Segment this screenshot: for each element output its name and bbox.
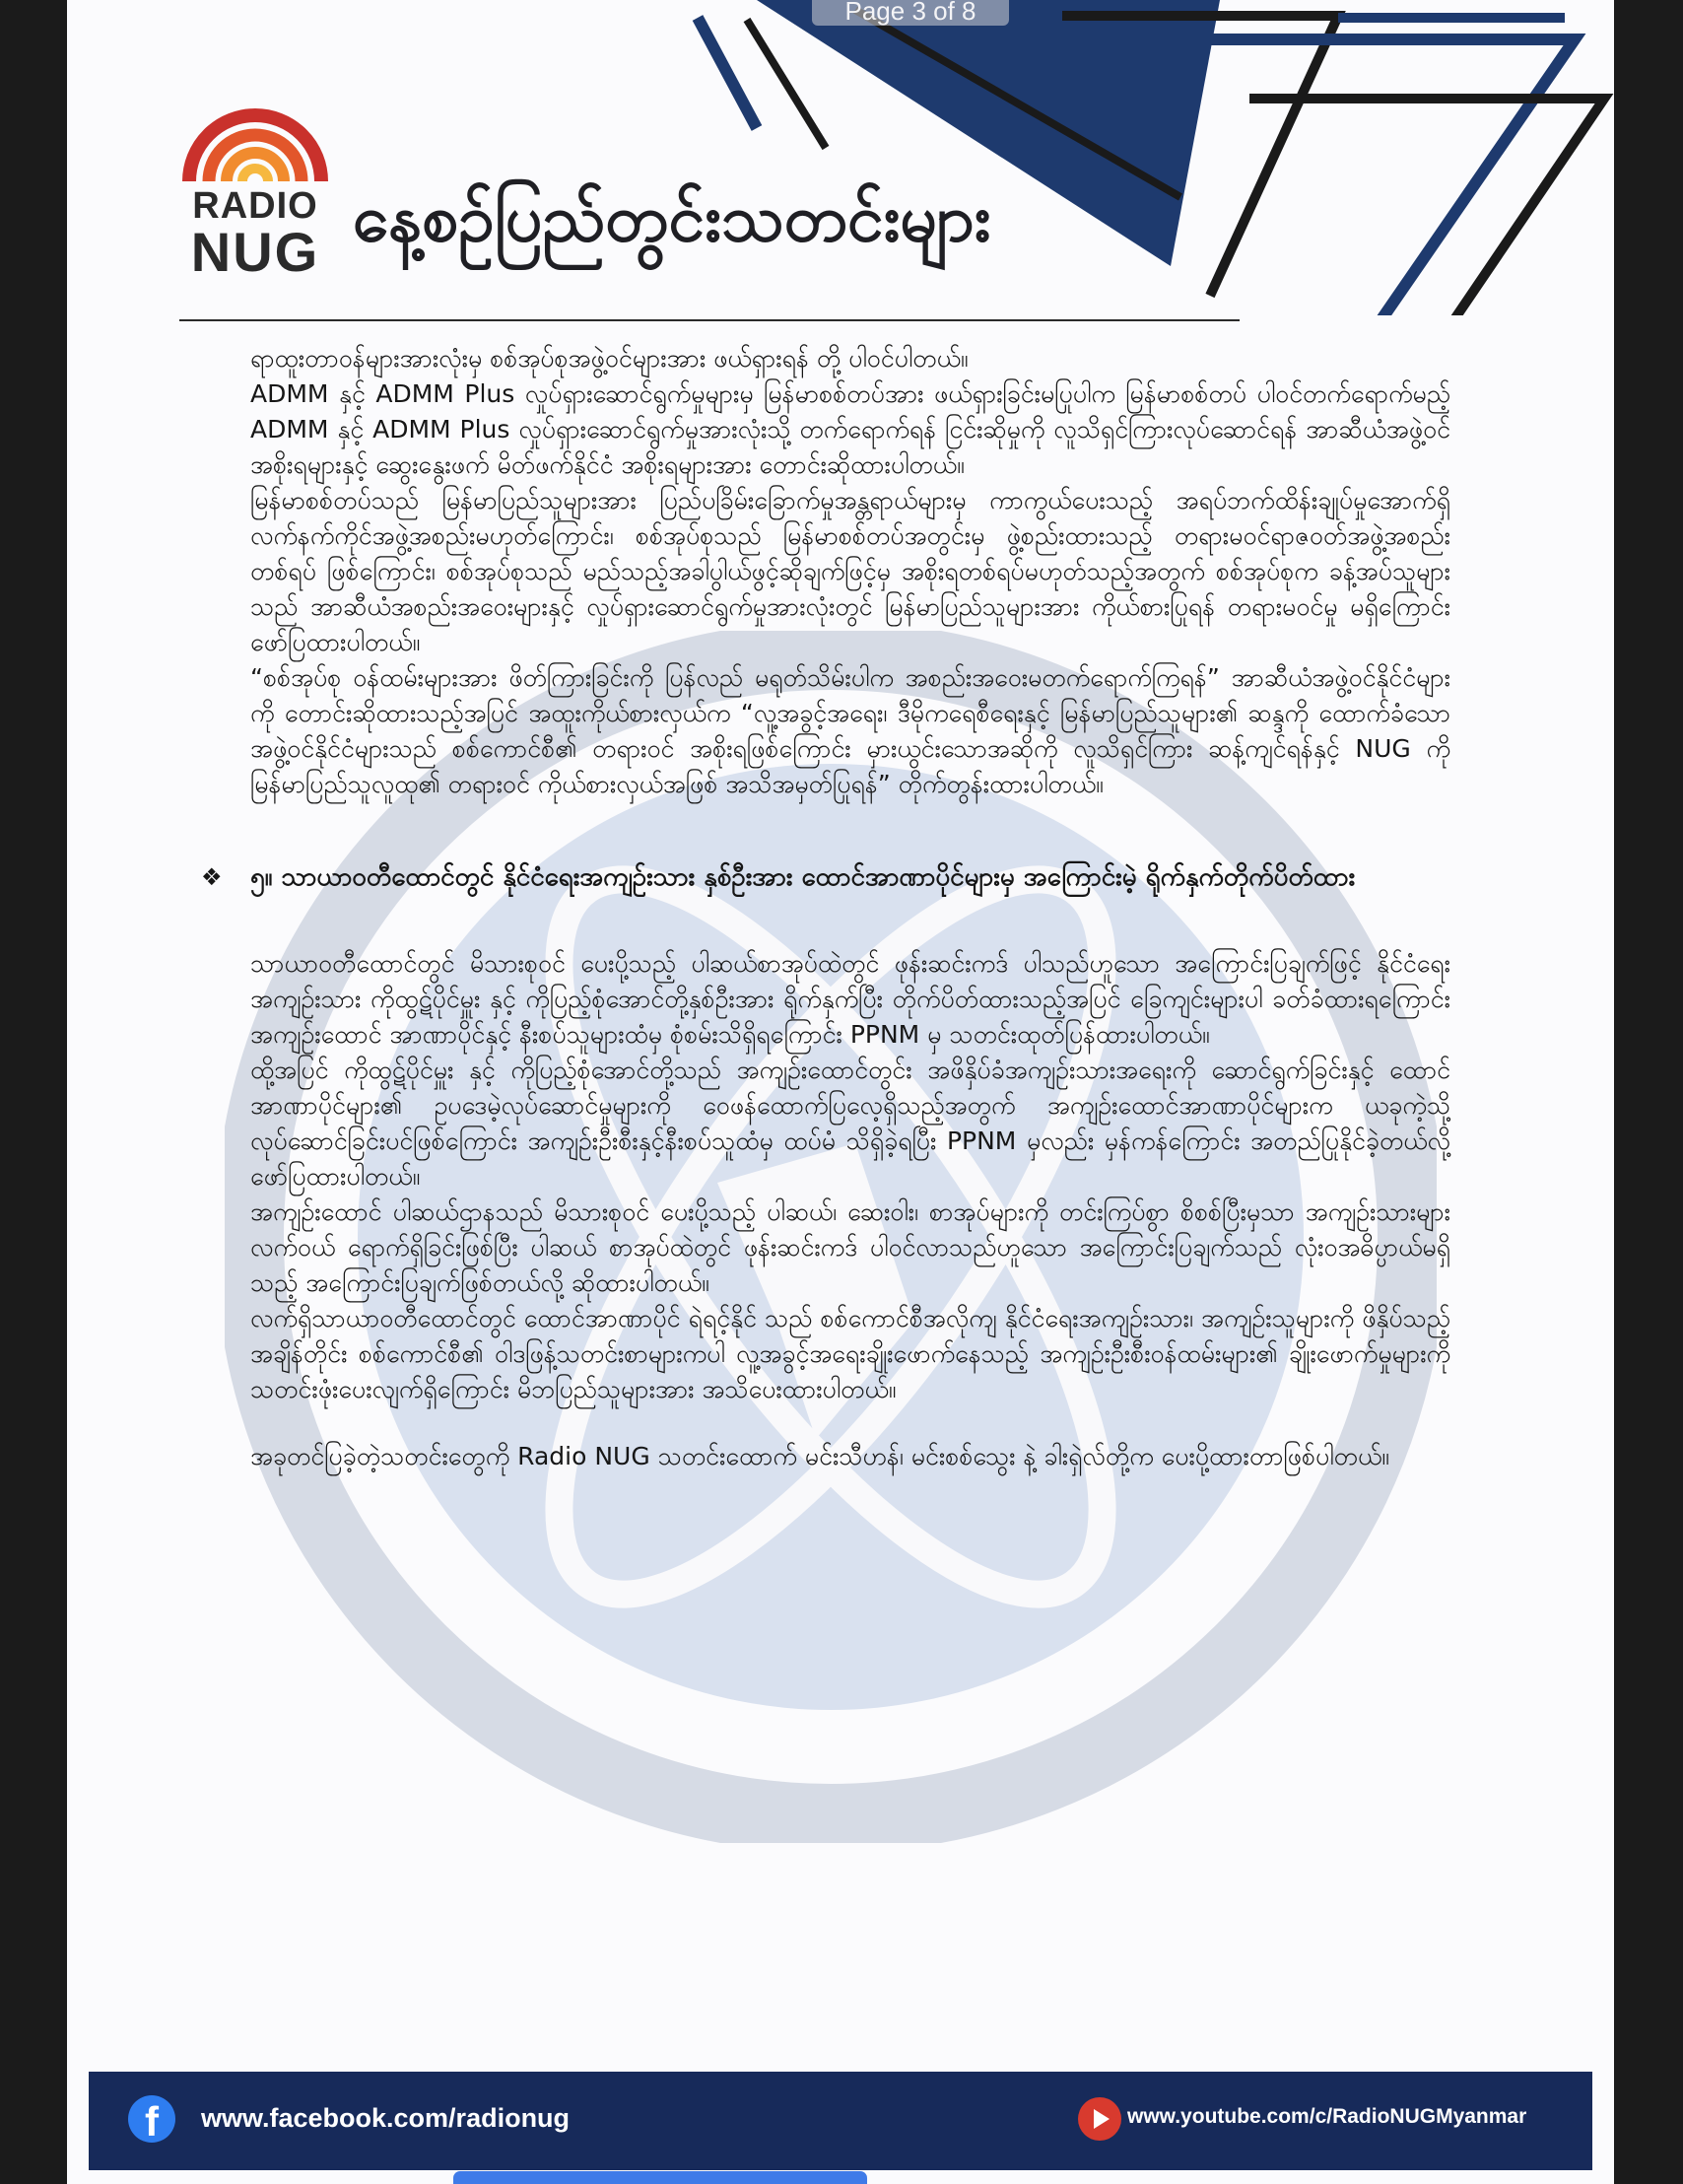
logo-nug-text: NUG (190, 221, 320, 283)
decor-line-5 (1171, 39, 1575, 315)
paragraph: အကျဉ်းထောင် ပါဆယ်ဌာနသည် မိသားစုဝင် ပေးပို့သည့် ပါဆယ်၊ ဆေးဝါး၊ စာအုပ်များကို တင်းကြပ်စွာ စိစစ်ပြီးမှသာ အကျဉ်းသားများလက်ဝယ် ရောက်ရှိခြင်းဖြစ်ပြီး ပါဆယ် စာအုပ်ထဲတွင် ဖုန်းဆင်းကဒ် ပါဝင်လာသည်ဟူသော အကြောင်းပြချက်သည် လုံးဝအဓိပ္ပာယ်မရှိသည့် အကြောင်းပြချက်ဖြစ်တယ်လို့ ဆိုထားပါတယ်။ (250, 1197, 1450, 1297)
paragraph: သာယာဝတီထောင်တွင် မိသားစုဝင် ပေးပို့သည့် ပါဆယ်စာအုပ်ထဲတွင် ဖုန်းဆင်းကဒ် ပါသည်ဟူသော အကြောင်းပြချက်ဖြင့် နိုင်ငံရေးအကျဉ်းသား ကိုထွဋ်ပိုင်မှူး နှင့် ကိုပြည့်စုံအောင်တို့နှစ်ဦးအား ရိုက်နှက်ပြီး တိုက်ပိတ်ထားသည့်အပြင် ခြေကျင်းများပါ ခတ်ခံထားရကြောင်း အကျဉ်းထောင် အာဏာပိုင်နှင့် နီးစပ်သူများထံမှ စုံစမ်းသိရှိရကြောင်း PPNM မှ သတင်းထုတ်ပြန်ထားပါတယ်။ (250, 949, 1450, 1049)
masthead-title: နေ့စဉ်ပြည်တွင်းသတင်းများ (353, 180, 991, 256)
paragraph: ADMM နှင့် ADMM Plus လှုပ်ရှားဆောင်ရွက်မှုများမှ မြန်မာစစ်တပ်အား ဖယ်ရှားခြင်းမပြုပါက မြန်မာစစ်တပ် ပါဝင်တက်ရောက်မည့် ADMM နှင့် ADMM Plus လှုပ်ရှားဆောင်ရွက်မှုအားလုံးသို့ တက်ရောက်ရန် ငြင်းဆိုမှုကို လူသိရှင်ကြားလုပ်ဆောင်ရန် အာဆီယံအဖွဲ့ဝင် အစိုးရများနှင့် ဆွေးနွေးဖက် မိတ်ဖက်နိုင်ငံ အစိုးရများအား တောင်းဆိုထားပါတယ်။ (250, 379, 1450, 479)
credits-paragraph: အခုတင်ပြခဲ့တဲ့သတင်းတွေကို Radio NUG သတင်းထောက် မင်းသီဟန်၊ မင်းစစ်သွေး နဲ့ ခါးရှဲလ်တို့က ပေးပို့ထားတာဖြစ်ပါတယ်။ (250, 1442, 1389, 1470)
horizontal-scrollbar-thumb[interactable] (453, 2171, 867, 2184)
facebook-icon[interactable]: f (128, 2095, 175, 2143)
section-heading (201, 859, 1450, 895)
paragraph: ရာထူးတာဝန်များအားလုံးမှ စစ်အုပ်စုအဖွဲ့ဝင်များအား ဖယ်ရှားရန် တို့ ပါဝင်ပါတယ်။ (250, 344, 969, 373)
decor-line-1 (698, 18, 757, 128)
paragraph: “စစ်အုပ်စု ဝန်ထမ်းများအား ဖိတ်ကြားခြင်းကို ပြန်လည် မရုတ်သိမ်းပါက အစည်းအဝေးမတက်ရောက်ကြရန်” အာဆီယံအဖွဲ့ဝင်နိုင်ငံများကို တောင်းဆိုထားသည့်အပြင် အထူးကိုယ်စားလှယ်က “လူ့အခွင့်အရေး၊ ဒီမိုကရေစီရေးနှင့် မြန်မာပြည်သူများ၏ ဆန္ဒကို ထောက်ခံသော အဖွဲ့ဝင်နိုင်ငံများသည် စစ်ကောင်စီ၏ တရားဝင် အစိုးရဖြစ်ကြောင်း မှားယွင်းသောအဆိုကို လူသိရှင်ကြား ဆန့်ကျင်ရန်နှင့် NUG ကို မြန်မာပြည်သူလူထု၏ တရားဝင် ကိုယ်စားလှယ်အဖြစ် အသိအမှတ်ပြုရန်” တိုက်တွန်းထားပါတယ်။ (250, 663, 1450, 798)
decor-line-2 (747, 20, 826, 148)
spacer (250, 1407, 1450, 1439)
paragraph: ထို့အပြင် ကိုထွဋ်ပိုင်မှူး နှင့် ကိုပြည့်စုံအောင်တို့သည် အကျဉ်းထောင်တွင်း အဖိနှိပ်ခံအကျဉ်းသားအရေးကို ဆောင်ရွက်ခြင်းနှင့် ထောင်အာဏာပိုင်များ၏ ဥပဒေမဲ့လုပ်ဆောင်မှုများကို ဝေဖန်ထောက်ပြလေ့ရှိသည့်အတွက် အကျဉ်းထောင်အာဏာပိုင်များက ယခုကဲ့သို့ လုပ်ဆောင်ခြင်းပင်ဖြစ်ကြောင်း အကျဉ်းဦးစီးနှင့်နီးစပ်သူထံမှ ထပ်မံ သိရှိခဲ့ရပြီး PPNM မှလည်း မှန်ကန်ကြောင်း အတည်ပြုနိုင်ခဲ့တယ်လို့ ဖော်ပြထားပါတယ်။ (250, 1056, 1450, 1191)
section-heading-text: ၅။ သာယာဝတီထောင်တွင် နိုင်ငံရေးအကျဉ်းသား နှစ်ဦးအား ထောင်အာဏာပိုင်များမှ အကြောင်းမဲ့ ရိုက်နှက်တိုက်ပိတ်ထား (250, 862, 1356, 892)
document-page (67, 0, 1614, 2184)
logo-radio-text: RADIO (192, 185, 318, 227)
broadcast-arc-icon (181, 106, 329, 185)
page-indicator: Page 3 of 8 (812, 0, 1009, 26)
radio-nug-logo (179, 106, 327, 284)
header-divider (179, 319, 1240, 321)
paragraph: မြန်မာစစ်တပ်သည် မြန်မာပြည်သူများအား ပြည်ပခြိမ်းခြောက်မှုအန္တရာယ်များမှ ကာကွယ်ပေးသည့် အရပ်ဘက်ထိန်းချုပ်မှုအောက်ရှိ လက်နက်ကိုင်အဖွဲ့အစည်းမဟုတ်ကြောင်း၊ စစ်အုပ်စုသည် မြန်မာစစ်တပ်အတွင်းမှ ဖွဲ့စည်းထားသည့် တရားမဝင်ရာဇဝတ်အဖွဲ့အစည်းတစ်ရပ် ဖြစ်ကြောင်း၊ စစ်အုပ်စုသည် မည်သည့်အခါပွါယ်ဖွင့်ဆိုချက်ဖြင့်မှ အစိုးရတစ်ရပ်မဟုတ်သည့်အတွက် စစ်အုပ်စုက ခန့်အပ်သူများသည် အာဆီယံအစည်းအဝေးများနှင့် လှုပ်ရှားဆောင်ရွက်မှုအားလုံးတွင် မြန်မာပြည်သူများအား ကိုယ်စားပြုရန် တရားမဝင်မှု မရှိကြောင်း ဖော်ပြထားပါတယ်။ (250, 486, 1450, 656)
footer-bar (89, 2072, 1592, 2170)
decor-line-6 (1249, 99, 1604, 315)
diamond-bullet-icon: ❖ (201, 863, 223, 891)
facebook-link[interactable]: www.facebook.com/radionug (201, 2103, 571, 2133)
youtube-icon[interactable] (1078, 2097, 1121, 2141)
paragraph: လက်ရှိသာယာဝတီထောင်တွင် ထောင်အာဏာပိုင် ရဲရင့်နိုင် သည် စစ်ကောင်စီအလိုကျ နိုင်ငံရေးအကျဉ်းသား၊ အကျဉ်းသူများကို ဖိနှိပ်သည့်အချိန်တိုင်း စစ်ကောင်စီ၏ ဝါဒဖြန့်သတင်းစာများကပါ လူ့အခွင့်အရေးချိုးဖောက်နေသည့် အကျဉ်းဦးစီးဝန်ထမ်းများ၏ ချိုးဖောက်မှုများကို သတင်းဖုံးပေးလျက်ရှိကြောင်း မိဘပြည်သူများအား အသိပေးထားပါတယ်။ (250, 1304, 1450, 1403)
youtube-link[interactable]: www.youtube.com/c/RadioNUGMyanmar (1127, 2105, 1527, 2128)
article-body (201, 341, 1450, 1474)
